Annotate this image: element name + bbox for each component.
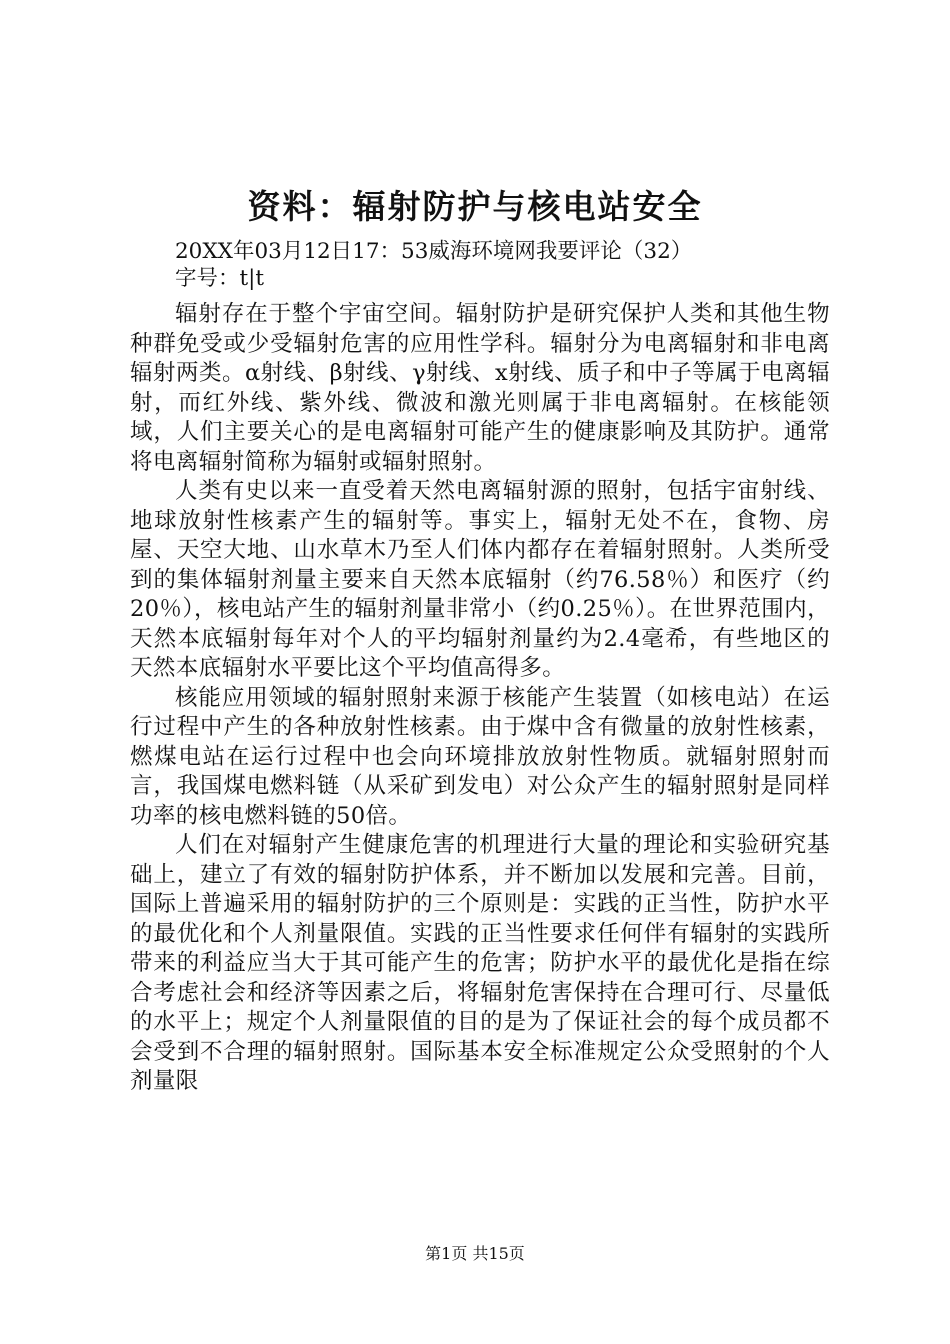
paragraph-1: 辐射存在于整个宇宙空间。辐射防护是研究保护人类和其他生物种群免受或少受辐射危害的应用性学科。辐射分为电离辐射和非电离辐射两类。α射线、β射线、γ射线、x射线、质子和中子等属于电离辐射，而红外线、紫外线、微波和激光则属于非电离辐射。在核能领域，人们主要关心的是电离辐射可能产生的健康影响及其防护。通常将电离辐射简称为辐射或辐射照射。 [130,301,830,475]
article-body [130,300,830,1097]
document-title: 资料：辐射防护与核电站安全 [247,187,703,226]
paragraph-4: 人们在对辐射产生健康危害的机理进行大量的理论和实验研究基础上，建立了有效的辐射防护体系，并不断加以发展和完善。目前，国际上普遍采用的辐射防护的三个原则是：实践的正当性，防护水平的最优化和个人剂量限值。实践的正当性要求任何伴有辐射的实践所带来的利益应当大于其可能产生的危害；防护水平的最优化是指在综合考虑社会和经济等因素之后，将辐射危害保持在合理可行、尽量低的水平上；规定个人剂量限值的目的是为了保证社会的每个成员都不会受到不合理的辐射照射。国际基本安全标准规定公众受照射的个人剂量限 [130,832,830,1094]
font-size-line: 字号：t|t [175,266,265,291]
paragraph-3: 核能应用领域的辐射照射来源于核能产生装置（如核电站）在运行过程中产生的各种放射性核素。由于煤中含有微量的放射性核素，燃煤电站在运行过程中也会向环境排放放射性物质。就辐射照射而言，我国煤电燃料链（从采矿到发电）对公众产生的辐射照射是同样功率的核电燃料链的50倍。 [130,684,830,829]
article-meta [175,238,875,292]
page-number-footer: 第1页 共15页 [425,1244,525,1263]
paragraph-2: 人类有史以来一直受着天然电离辐射源的照射，包括宇宙射线、地球放射性核素产生的辐射等。事实上，辐射无处不在，食物、房屋、天空大地、山水草木乃至人们体内都存在着辐射照射。人类所受到的集体辐射剂量主要来自天然本底辐射（约76.58％）和医疗（约20％），核电站产生的辐射剂量非常小（约0.25％）。在世界范围内，天然本底辐射每年对个人的平均辐射剂量约为2.4毫希，有些地区的天然本底辐射水平要比这个平均值高得多。 [130,478,830,681]
publish-info-line: 20XX年03月12日17：53威海环境网我要评论（32） [175,239,693,264]
